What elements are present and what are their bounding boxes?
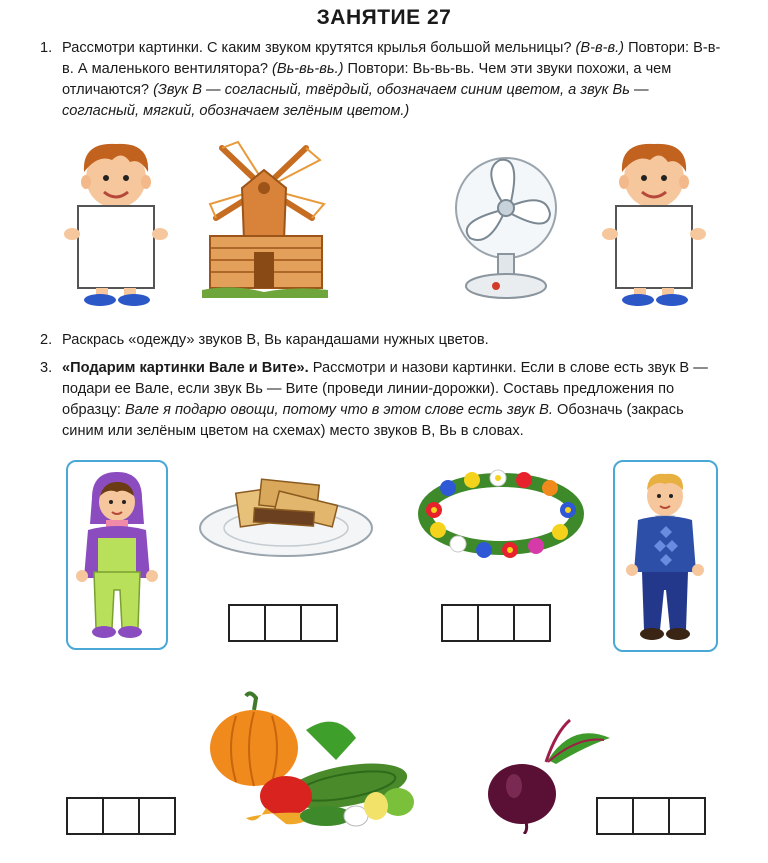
- sound-cell[interactable]: [441, 604, 479, 642]
- task-3-text-a: Рассмотри и назови картинки. Если в слове есть звук В — подари ее Вале, если звук Вь — Вите (проведи линии-дорожки). Составь предложения по образцу:: [62, 360, 708, 418]
- waffles-sound-scheme[interactable]: [228, 604, 338, 642]
- vegetables-sound-scheme[interactable]: [66, 797, 176, 835]
- task-3-text-b: Обозначь (закрась синим или зелёным цветом на схемах) место звуков В, Вь в словах.: [62, 402, 684, 439]
- task-1: [40, 38, 724, 122]
- sound-cell[interactable]: [596, 797, 634, 835]
- task-1-sound-big: (В-в-в.): [575, 40, 625, 56]
- task-3-title: «Подарим картинки Вале и Вите».: [62, 360, 309, 376]
- task-1-text-c: Повтори: Вь-вь-вь. Чем эти звуки похожи, а чем отличаются?: [62, 61, 672, 98]
- task-2-text: Раскрась «одежду» звуков В, Вь карандашами нужных цветов.: [62, 332, 489, 348]
- windmill-icon: [202, 140, 328, 300]
- task-3: [40, 358, 724, 442]
- sound-cell[interactable]: [477, 604, 515, 642]
- task-2: [40, 330, 724, 351]
- sound-cell[interactable]: [66, 797, 104, 835]
- sound-cell[interactable]: [513, 604, 551, 642]
- beetroot-sound-scheme[interactable]: [596, 797, 706, 835]
- boy-with-sign-left-icon: [52, 132, 180, 308]
- sound-cell[interactable]: [668, 797, 706, 835]
- task-1-text-a: Рассмотри картинки. С каким звуком крутятся крылья большой мельницы?: [62, 40, 576, 56]
- task-1-sound-small: (Вь-вь-вь.): [272, 61, 344, 77]
- boy-vitya-icon: [620, 468, 710, 644]
- wreath-sound-scheme[interactable]: [441, 604, 551, 642]
- task-1-hint: (Звук В — согласный, твёрдый, обозначаем синим цветом, а звук Вь — согласный, мягкий, обозначаем зелёным цветом.): [62, 82, 649, 119]
- page-title: ЗАНЯТИЕ 27: [316, 6, 452, 29]
- sound-cell[interactable]: [228, 604, 266, 642]
- sound-cell[interactable]: [138, 797, 176, 835]
- sound-cell[interactable]: [102, 797, 140, 835]
- vegetables-icon: [206, 690, 420, 830]
- sound-cell[interactable]: [264, 604, 302, 642]
- task-1-number: 1.: [40, 40, 53, 56]
- task-3-example: Вале я подарю овощи, потому что в этом слове есть звук В.: [125, 402, 553, 418]
- girl-valya-icon: [74, 468, 160, 642]
- sound-cell[interactable]: [632, 797, 670, 835]
- task-2-number: 2.: [40, 332, 53, 348]
- desk-fan-icon: [450, 150, 564, 302]
- task-3-number: 3.: [40, 360, 53, 376]
- sound-cell[interactable]: [300, 604, 338, 642]
- boy-with-sign-right-icon: [590, 132, 718, 308]
- task-1-text-b: Повтори: В-в-в. А маленького вентилятора?: [62, 40, 721, 77]
- waffles-on-plate-icon: [198, 468, 374, 560]
- flower-wreath-icon: [414, 466, 588, 562]
